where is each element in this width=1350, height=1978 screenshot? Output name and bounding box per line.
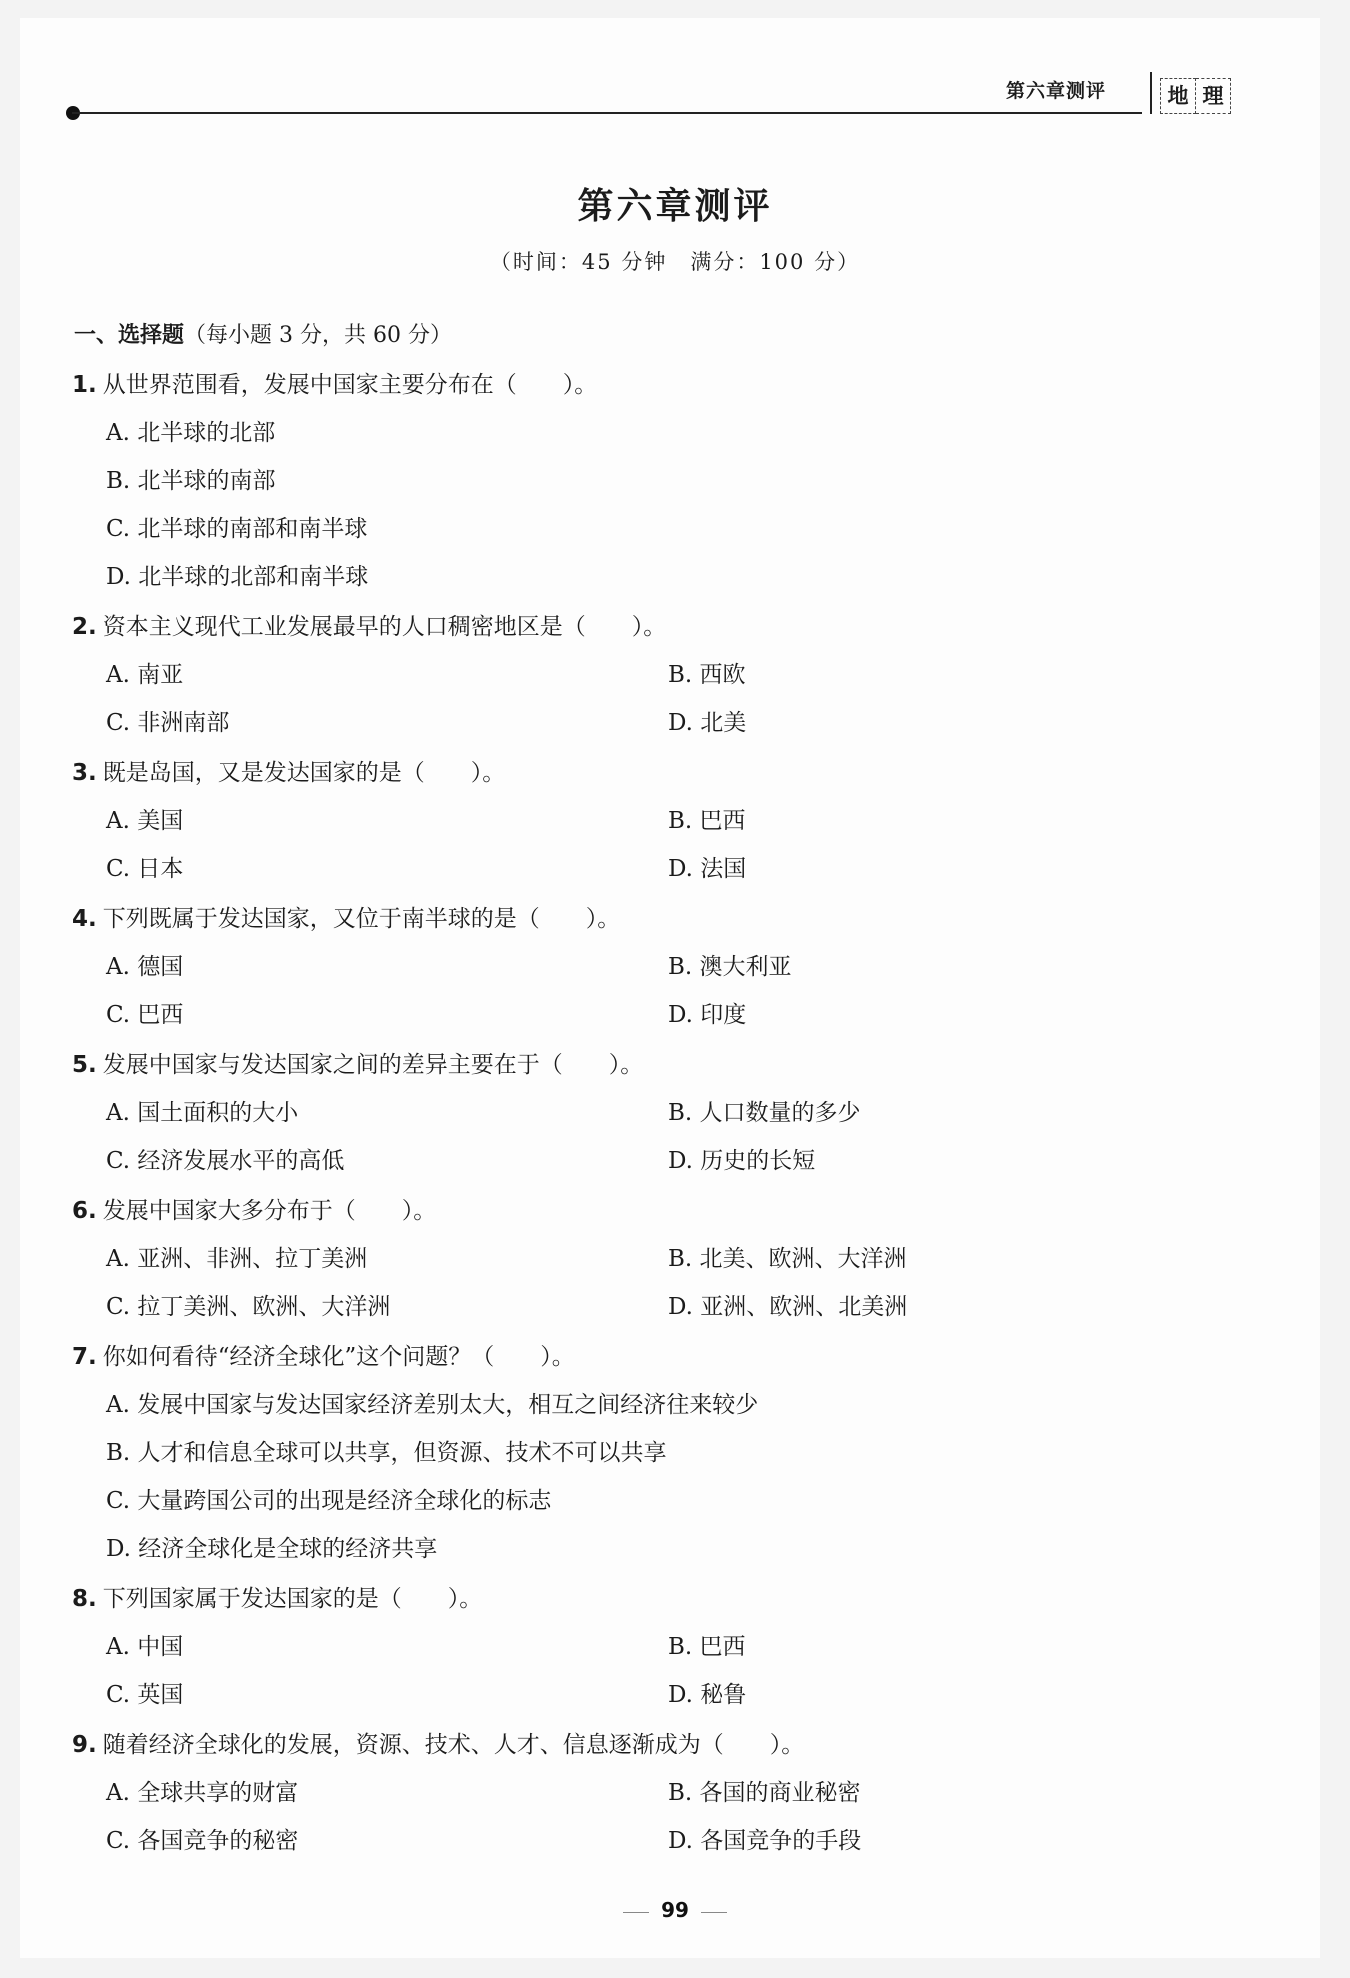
option-1c: C. 北半球的南部和南半球 <box>106 516 368 542</box>
question-6 <box>72 1192 436 1225</box>
section-note: （每小题 3 分，共 60 分） <box>184 323 452 348</box>
option-6d: D. 亚洲、欧洲、北美洲 <box>668 1294 908 1320</box>
option-2a: A. 南亚 <box>106 662 184 688</box>
option-1b: B. 北半球的南部 <box>106 468 276 494</box>
question-number: 8. <box>72 1586 97 1612</box>
option-9d: D. 各国竞争的手段 <box>668 1828 862 1854</box>
option-8b: B. 巴西 <box>668 1634 746 1660</box>
option-7c: C. 大量跨国公司的出现是经济全球化的标志 <box>106 1488 552 1514</box>
option-4c: C. 巴西 <box>106 1002 184 1028</box>
page-footer <box>0 1898 1350 1922</box>
question-text: 发展中国家与发达国家之间的差异主要在于（ ）。 <box>102 1052 644 1078</box>
footer-dash-right <box>701 1912 727 1913</box>
option-3b: B. 巴西 <box>668 808 746 834</box>
question-5 <box>72 1046 643 1079</box>
question-text: 资本主义现代工业发展最早的人口稠密地区是（ ）。 <box>102 614 667 640</box>
header-chapter: 第六章测评 <box>1006 80 1107 102</box>
question-number: 7. <box>72 1344 97 1370</box>
question-number: 1. <box>72 372 97 398</box>
question-text: 从世界范围看，发展中国家主要分布在（ ）。 <box>102 372 598 398</box>
question-number: 4. <box>72 906 97 932</box>
option-1d: D. 北半球的北部和南半球 <box>106 564 369 590</box>
option-5d: D. 历史的长短 <box>668 1148 816 1174</box>
option-8c: C. 英国 <box>106 1682 184 1708</box>
option-5a: A. 国土面积的大小 <box>106 1100 299 1126</box>
header-rule <box>72 112 1142 114</box>
option-2b: B. 西欧 <box>668 662 746 688</box>
question-text: 既是岛国，又是发达国家的是（ ）。 <box>102 760 506 786</box>
question-3 <box>72 754 505 787</box>
option-3a: A. 美国 <box>106 808 184 834</box>
option-4a: A. 德国 <box>106 954 184 980</box>
question-1 <box>72 366 597 399</box>
question-number: 9. <box>72 1732 97 1758</box>
question-number: 6. <box>72 1198 97 1224</box>
option-7d: D. 经济全球化是全球的经济共享 <box>106 1536 438 1562</box>
page-number: 99 <box>661 1898 689 1922</box>
question-9 <box>72 1726 804 1759</box>
question-text: 发展中国家大多分布于（ ）。 <box>102 1198 437 1224</box>
option-9b: B. 各国的商业秘密 <box>668 1780 861 1806</box>
option-5c: C. 经济发展水平的高低 <box>106 1148 345 1174</box>
section-label: 一、选择题 <box>74 323 185 348</box>
option-5b: B. 人口数量的多少 <box>668 1100 861 1126</box>
question-text: 随着经济全球化的发展，资源、技术、人才、信息逐渐成为（ ）。 <box>102 1732 805 1758</box>
question-text: 下列既属于发达国家，又位于南半球的是（ ）。 <box>102 906 621 932</box>
page-background <box>20 18 1320 1958</box>
option-2c: C. 非洲南部 <box>106 710 230 736</box>
question-7 <box>72 1338 575 1371</box>
option-7a: A. 发展中国家与发达国家经济差别太大，相互之间经济往来较少 <box>106 1392 759 1418</box>
option-8a: A. 中国 <box>106 1634 184 1660</box>
question-4 <box>72 900 620 933</box>
question-number: 3. <box>72 760 97 786</box>
question-8 <box>72 1580 482 1613</box>
question-text: 你如何看待“经济全球化”这个问题？（ ）。 <box>102 1344 575 1370</box>
option-9c: C. 各国竞争的秘密 <box>106 1828 299 1854</box>
option-8d: D. 秘鲁 <box>668 1682 747 1708</box>
footer-dash-left <box>623 1912 649 1913</box>
option-9a: A. 全球共享的财富 <box>106 1780 299 1806</box>
subject-char-1: 地 <box>1160 78 1196 114</box>
question-text: 下列国家属于发达国家的是（ ）。 <box>102 1586 483 1612</box>
header-separator <box>1150 72 1152 114</box>
subject-char-2: 理 <box>1196 78 1231 114</box>
question-number: 5. <box>72 1052 97 1078</box>
option-6b: B. 北美、欧洲、大洋洲 <box>668 1246 907 1272</box>
option-6c: C. 拉丁美洲、欧洲、大洋洲 <box>106 1294 391 1320</box>
option-3c: C. 日本 <box>106 856 184 882</box>
page-subtitle: （时间：45 分钟 满分：100 分） <box>489 250 861 274</box>
question-2 <box>72 608 666 641</box>
option-1a: A. 北半球的北部 <box>106 420 276 446</box>
option-2d: D. 北美 <box>668 710 747 736</box>
option-4d: D. 印度 <box>668 1002 747 1028</box>
section-heading <box>74 318 452 349</box>
header-subject <box>1160 78 1231 114</box>
option-3d: D. 法国 <box>668 856 747 882</box>
option-6a: A. 亚洲、非洲、拉丁美洲 <box>106 1246 368 1272</box>
option-7b: B. 人才和信息全球可以共享，但资源、技术不可以共享 <box>106 1440 667 1466</box>
page-title: 第六章测评 <box>577 186 773 227</box>
option-4b: B. 澳大利亚 <box>668 954 792 980</box>
question-number: 2. <box>72 614 97 640</box>
